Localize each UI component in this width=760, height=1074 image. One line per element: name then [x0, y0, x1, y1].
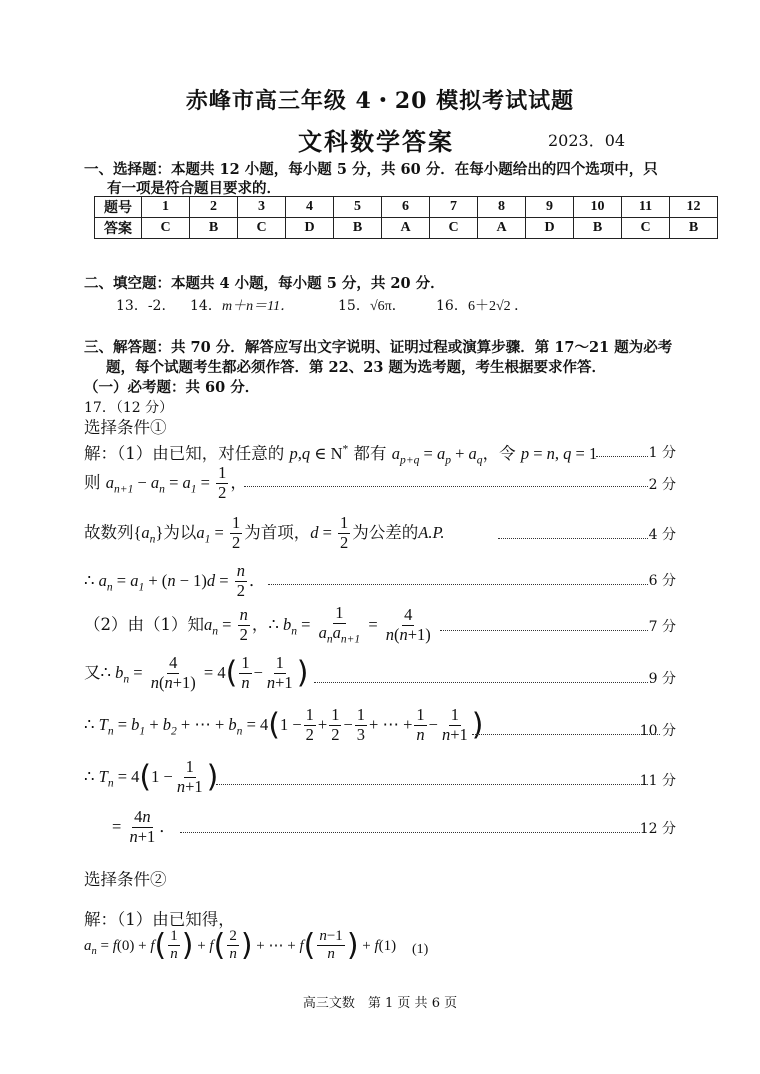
answer-15-label: 15．: [338, 298, 370, 314]
dot-leader: [216, 784, 648, 785]
answer-13: 13．-2.: [116, 298, 166, 314]
solution-line-7: ∴ $T_n = b_1 + b_2$ + ⋯ + $b_n = 4(1$ − $\frac{1}{2}$ + $\frac{1}{2}$ − $\frac{1}{3}$ + ⋯ + $\frac{1}{n}$ − $\frac{1}{n+1}$ ): [84, 705, 484, 744]
solution-line-3-prefix: 故数列: [84, 522, 134, 542]
table-row: [95, 218, 718, 239]
answer-cell: B: [670, 218, 718, 239]
condition-1-label: 选择条件①: [84, 418, 167, 437]
exam-date: 2023．04: [548, 131, 626, 150]
answer-cell: C: [622, 218, 670, 239]
question-number: 2: [190, 197, 238, 218]
answer-table: [94, 196, 718, 239]
question-number: 4: [286, 197, 334, 218]
answer-15: √6π．: [370, 299, 406, 314]
answer-cell: C: [142, 218, 190, 239]
solution-line-3-mid1: 为以: [163, 522, 197, 542]
solution-line-6-prefix: 又: [84, 662, 101, 682]
answer-14: m＋n＝11．: [222, 299, 295, 314]
condition-2-equation: $a_n = f(0) + f$( $\frac{1}{n}$ ) + f( $\frac{2}{n}$ ) + ⋯ + f( $\frac{n-1}{n}$ ) + f(1): [84, 927, 397, 963]
answer-cell: C: [430, 218, 478, 239]
solution-line-3: 故数列$\{a_n\}$为以$a_1$ = $\frac{1}{2}$ 为首项，d = $\frac{1}{2}$ 为公差的A.P.: [84, 513, 445, 552]
solution-ap: A.P.: [418, 522, 445, 542]
solution-line-3-mid2: 为首项，: [244, 522, 311, 542]
solution-line-1-prefix: 解：（1）由已知，对任意的: [84, 444, 285, 463]
question-number: 5: [334, 197, 382, 218]
table-row: [95, 197, 718, 218]
row-label-answer: 答案: [95, 218, 142, 239]
answer-cell: B: [574, 218, 622, 239]
answer-16: 6＋2√2 ．: [468, 299, 529, 314]
question-17-label: 17．（12 分）: [84, 400, 174, 416]
question-number: 8: [478, 197, 526, 218]
question-number: 1: [142, 197, 190, 218]
solution-line-4: ∴ $a_n = a_1 + (n - 1)d$ = $\frac{n}{2}$ ．: [84, 561, 266, 600]
section1-heading-line2: 有一项是符合题目要求的．: [107, 180, 281, 197]
answer-14-label: 14．: [190, 298, 222, 314]
solution-line-5-prefix: （2）由（1）知: [84, 614, 204, 634]
dot-leader: [244, 486, 648, 487]
answer-cell: D: [526, 218, 574, 239]
solution-line-1-mid: 都有: [353, 444, 387, 463]
solution-line-6: 又∴ $b_n$ = $\frac{4}{n(n+1)}$ = 4( $\frac{1}{n}$ − $\frac{1}{n+1}$ ): [84, 653, 309, 692]
solution-line-9: = $\frac{4n}{n+1}$ ．: [112, 807, 176, 846]
condition-2-line-1: 解：（1）由已知得，: [84, 910, 235, 929]
solution-line-2-prefix: 则: [84, 472, 101, 492]
section3-heading-line2: 题，每个试题考生都必须作答．第 22、23 题为选考题，考生根据要求作答．: [106, 359, 606, 376]
dot-leader: [498, 538, 648, 539]
solution-line-5: （2）由（1）知$a_n$ = $\frac{n}{2}$ ，∴ $b_n$ = $\frac{1}{a_na_{n+1}}$ = $\frac{4}{n(n+1)}$: [84, 603, 431, 646]
solution-line-8: ∴ $T_n = 4(1$ − $\frac{1}{n+1}$ ): [84, 757, 219, 796]
score-mark: 6 分: [648, 573, 676, 589]
question-number: 7: [430, 197, 478, 218]
solution-line-2: 则 $a_{n+1} - a_n = a_1$ = $\frac{1}{2}$ ，: [84, 463, 247, 502]
row-label-number: 题号: [95, 197, 142, 218]
answer-cell: B: [334, 218, 382, 239]
score-mark: 2 分: [648, 477, 676, 493]
score-mark: 4 分: [648, 527, 676, 543]
section3-subheading: （一）必考题：共 60 分．: [84, 379, 260, 396]
question-number: 11: [622, 197, 670, 218]
answer-cell: D: [286, 218, 334, 239]
score-mark: 12 分: [639, 821, 676, 837]
score-mark: 7 分: [648, 619, 676, 635]
solution-line-1-tail: ，令: [482, 444, 516, 463]
section1-heading-line1: 一、选择题：本题共 12 小题，每小题 5 分，共 60 分．在每小题给出的四个选项中，只: [84, 161, 658, 178]
dot-leader: [314, 682, 648, 683]
dot-leader: [596, 456, 648, 457]
answer-16-label: 16．: [436, 298, 468, 314]
solution-line-3-mid3: 为公差的: [352, 522, 419, 542]
score-mark: 11 分: [639, 773, 676, 789]
solution-line-1: 解：（1）由已知，对任意的 p,q ∈ N* 都有 $a_{p+q} = a_p + a_q$，令 p = n, q = 1: [84, 443, 598, 467]
condition-2-label: 选择条件②: [84, 870, 167, 889]
section2-heading: 二、填空题：本题共 4 小题，每小题 5 分，共 20 分．: [84, 275, 445, 292]
answer-cell: C: [238, 218, 286, 239]
question-number: 10: [574, 197, 622, 218]
question-number: 3: [238, 197, 286, 218]
equation-tag: (1): [412, 942, 429, 957]
page-footer: 高三文数 第 1 页 共 6 页: [302, 996, 458, 1011]
answer-cell: B: [190, 218, 238, 239]
answer-cell: A: [478, 218, 526, 239]
dot-leader: [472, 734, 660, 735]
question-number: 12: [670, 197, 718, 218]
question-number: 6: [382, 197, 430, 218]
page-title: 赤峰市高三年级 4・20 模拟考试试题: [185, 88, 575, 114]
dot-leader: [268, 584, 648, 585]
page-subtitle: 文科数学答案: [298, 127, 454, 156]
answer-cell: A: [382, 218, 430, 239]
score-mark: 9 分: [648, 671, 676, 687]
dot-leader: [180, 832, 640, 833]
score-mark: 1 分: [648, 445, 676, 461]
score-mark: 10 分: [639, 723, 676, 739]
section3-heading-line1: 三、解答题：共 70 分．解答应写出文字说明、证明过程或演算步骤．第 17～21 题为必考: [84, 339, 673, 356]
dot-leader: [440, 630, 648, 631]
question-number: 9: [526, 197, 574, 218]
